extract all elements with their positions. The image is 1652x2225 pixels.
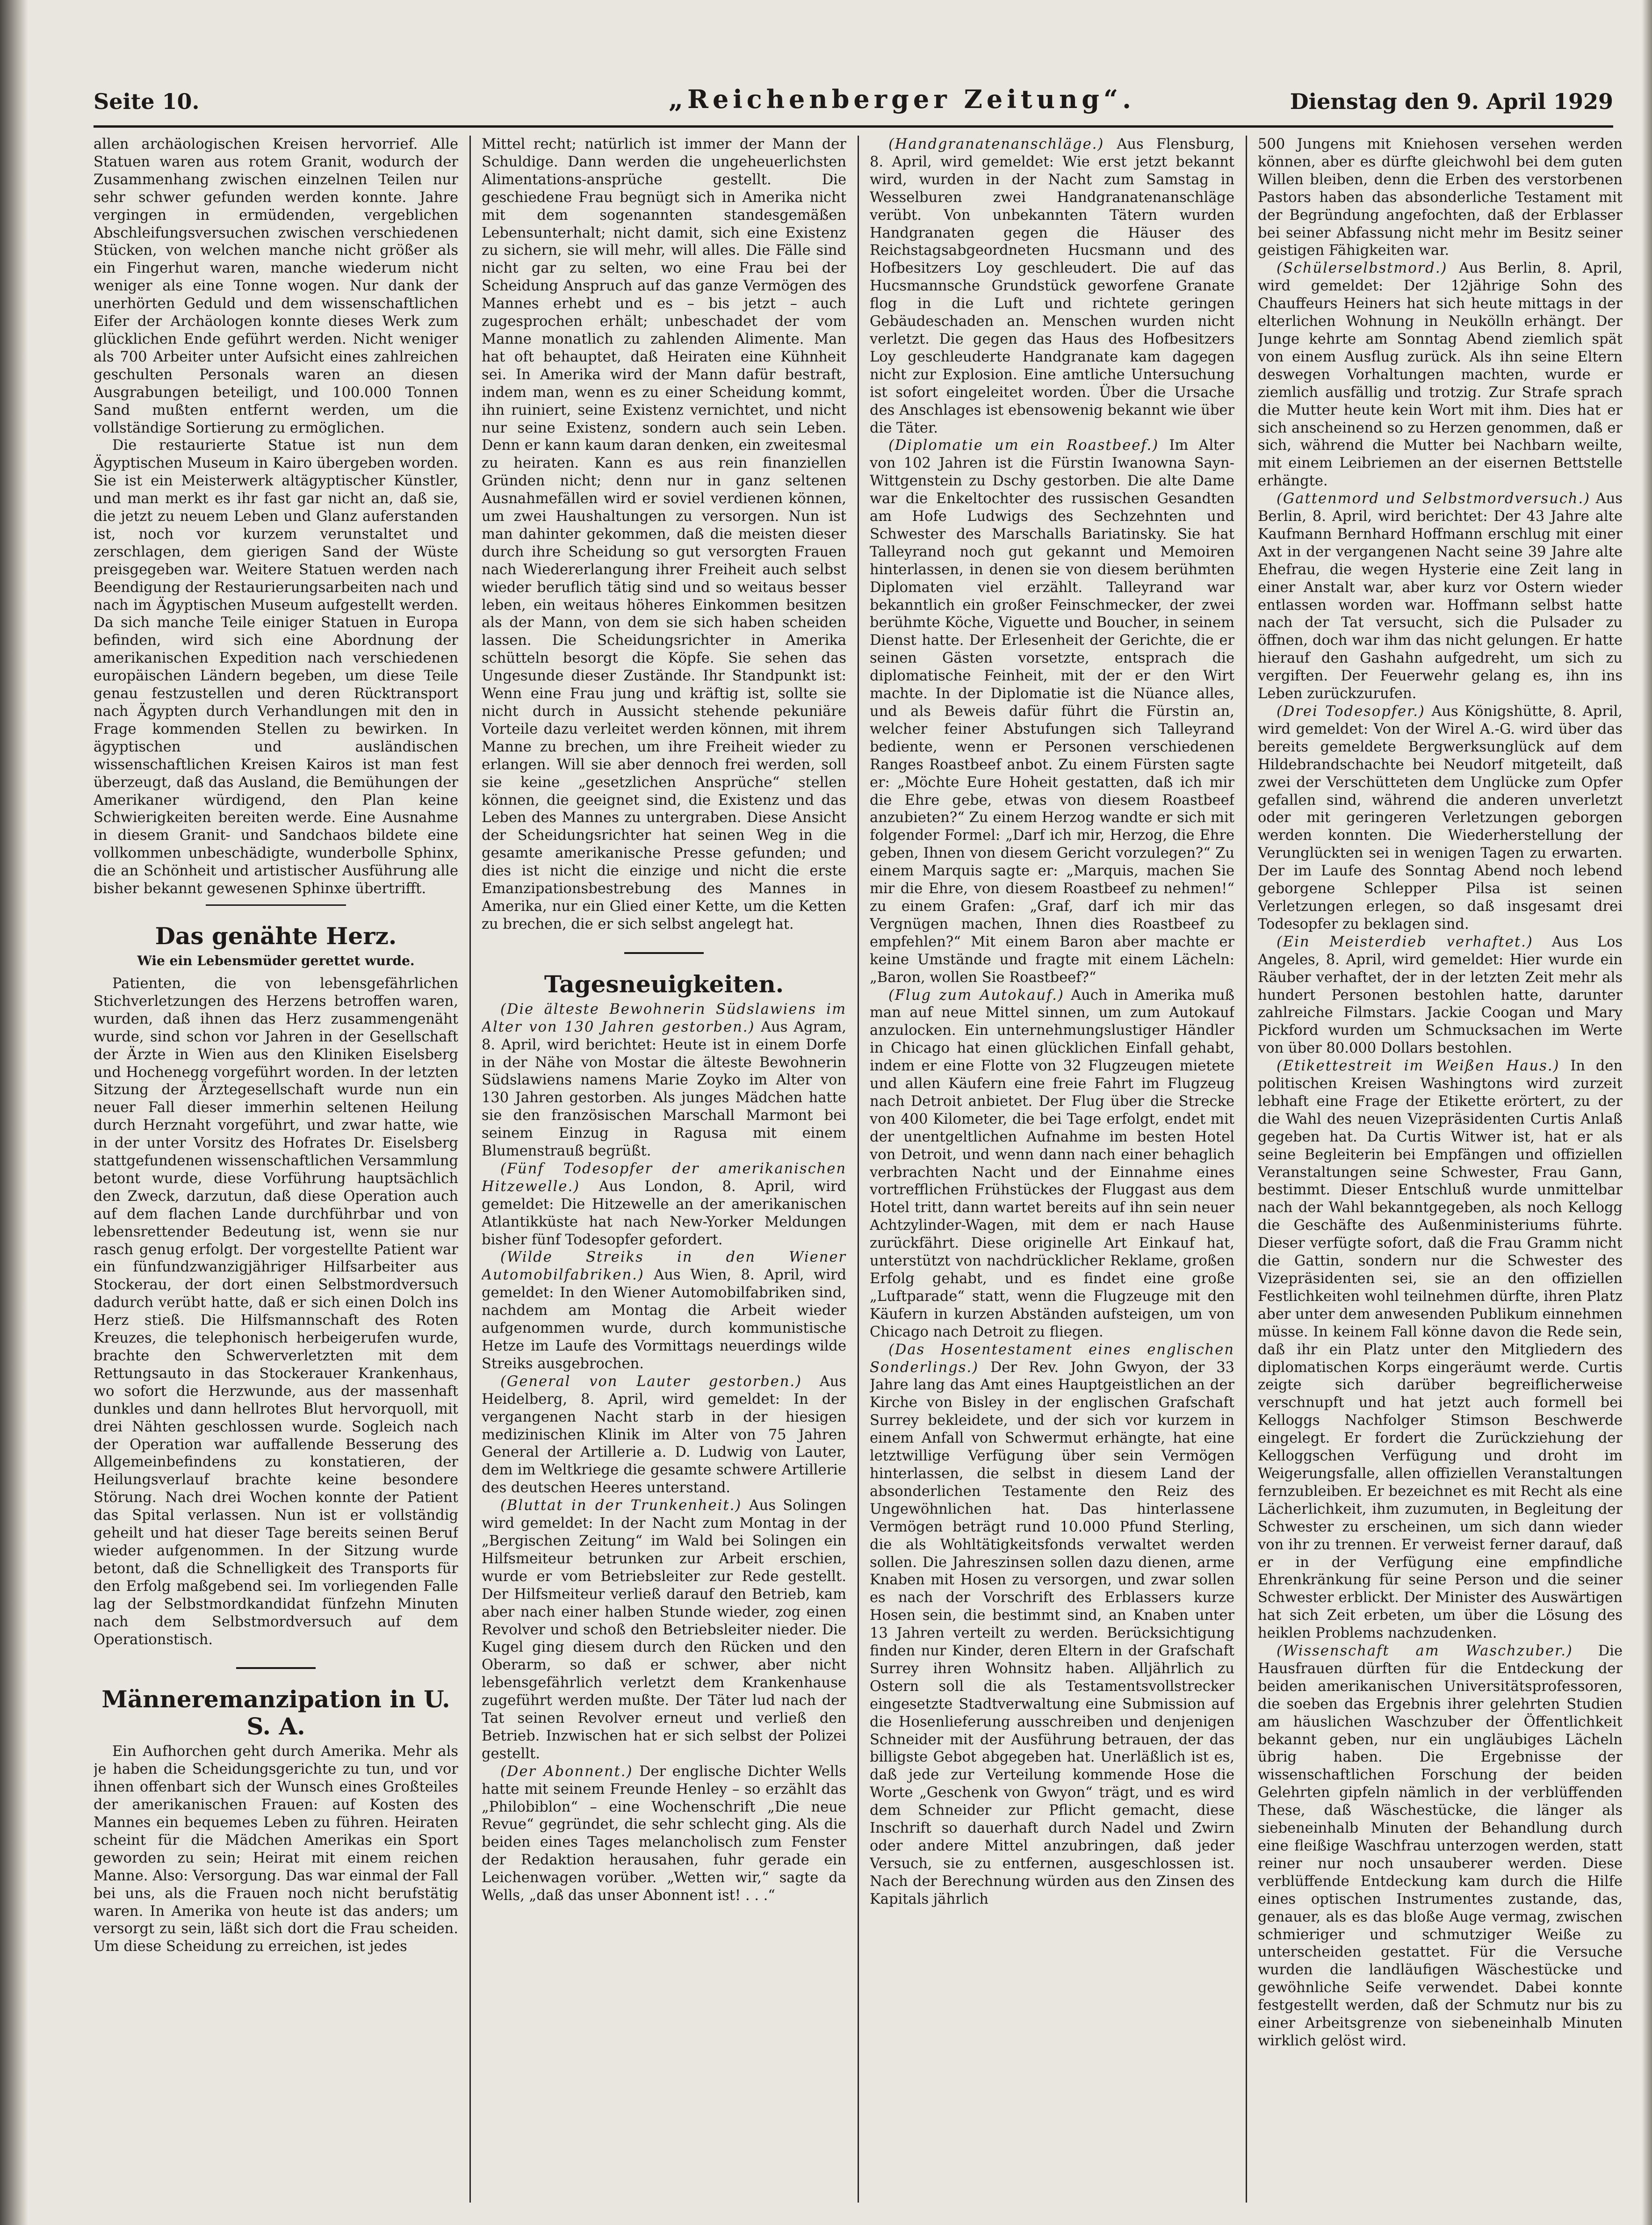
news-item-text: Aus Heidelberg, 8. April, wird gemeldet: In der vergangenen Nacht starb in der hiesigen medizinischen Klinik im Alter von 75 Jahren General der Artillerie a. D. Ludwig von Lauter, dem im Weltkriege die gesamte schwere Artillerie des deutschen Heeres unterstand. xyxy=(482,1373,846,1496)
news-item xyxy=(1258,933,1623,1057)
article-subheading: Wie ein Lebensmüder gerettet wurde. xyxy=(137,953,415,968)
column-rule xyxy=(1246,136,1247,2203)
news-item xyxy=(1258,490,1623,703)
page-number: Seite 10. xyxy=(94,89,200,114)
news-item-title: (Wissenschaft am Waschzuber.) xyxy=(1277,1643,1573,1660)
article-paragraph: Patienten, die von lebensgefährlichen Stichverletzungen des Herzens betroffen waren, wurden, daß ihnen das Herz zusammengenäht wurde, sind schon vor Jahren in der Gesellschaft der Ärzte in Wien aus den Kliniken Eiselsberg und Hochenegg vorgeführt worden. In der letzten Sitzung der Ärztegesellschaft wurde nun ein neuer Fall dieser immerhin seltenen Heilung durch Herznaht vorgeführt, und zwar hatte, wie in der unter Vorsitz des Hofrates Dr. Eiselsberg stattgefundenen wissenschaftlichen Versammlung betont wurde, diese Vorführung hauptsächlich den Zweck, darzutun, daß diese Operation auch auf dem flachen Lande durchführbar und von lebensrettender Bedeutung ist, wenn sie nur rasch genug erfolgt. Der vorgestellte Patient war ein fünfundzwanzigjähriger Hilfsarbeiter aus Stockerau, der dort einen Selbstmordversuch dadurch verübt hatte, daß er sich einen Dolch ins Herz stieß. Die Hilfsmannschaft des Roten Kreuzes, die telephonisch herbeigerufen wurde, brachte den Schwerverletzten mit dem Rettungsauto in das Stockerauer Krankenhaus, wo sofort die Herzwunde, aus der massenhaft dunkles und dann hellrotes Blut hervorquoll, mit drei Nähten geschlossen wurde. Sogleich nach der Operation war auffallende Besserung des Allgemeinbefindens zu konstatieren, der Heilungsverlauf brachte keine besondere Störung. Nach drei Wochen konnte der Patient das Spital verlassen. Nun ist er vollständig geheilt und hat dieser Tage bereits seinen Beruf wieder aufgenommen. In der Sitzung wurde betont, daß die Schnelligkeit des Transports für den Erfolg maßgebend sei. Im vorliegenden Falle lag der Selbstmordkandidat fünfzehn Minuten nach dem Selbstmordversuch auf dem Operationstisch. xyxy=(94,975,458,1648)
news-item-text: Aus Flensburg, 8. April, wird gemeldet: Wie erst jetzt bekannt wird, wurden in der Nacht zum Samstag in Wesselburen zwei Handgranatenanschläge verübt. Von unbekannten Tätern wurden Handgranaten gegen die Häuser des Reichstagsabgeordneten Hucsmann und des Hofbesitzers Loy geschleudert. Die auf das Hucsmannsche Grundstück geworfene Granate flog in die Luft und richtete geringen Gebäudeschaden an. Menschen wurden nicht verletzt. Die gegen das Haus des Hofbesitzers Loy geschleuderte Handgranate kam dagegen nicht zur Explosion. Eine amtliche Untersuchung ist sofort eingeleitet worden. Über die Ursache des Anschlages ist ebensowenig bekannt wie über die Täter. xyxy=(870,136,1234,436)
news-item xyxy=(870,136,1234,437)
news-item-title: (Flug zum Autokauf.) xyxy=(888,987,1064,1004)
news-item-text: Aus London, 8. April, wird gemeldet: Die Hitzewelle an der amerikanischen Atlantikküste hat nach New-Yorker Meldungen bisher fünf Todesopfer gefordert. xyxy=(482,1178,846,1248)
news-item-title: (Das Hosentestament eines englischen Sonderlings.) xyxy=(870,1341,1234,1376)
article-paragraph: 500 Jungens mit Kniehosen versehen werden können, aber es dürfte gleichwohl bei dem guten Willen bleiben, denn die Erben des verstorbenen Pastors haben das absonderliche Testament mit der Begründung angefochten, daß der Erblasser bei seiner Abfassung nicht mehr im Besitz seiner geistigen Fähigkeiten war. xyxy=(1258,136,1623,259)
article-paragraph: allen archäologischen Kreisen hervorrief. Alle Statuen waren aus rotem Granit, wodurch der Zusammenhang zwischen einzelnen Teilen nur sehr schwer gefunden werden konnte. Jahre vergingen in ermüdenden, vergeblichen Abschleifungsversuchen zwischen verschiedenen Stücken, von welchen manche nicht größer als ein Fingerhut waren, manche wiederum nicht weniger als eine Tonne wogen. Nur dank der unerhörten Geduld und dem wissenschaftlichen Eifer der Archäologen konnte dieses Werk zum glücklichen Ende geführt werden. Nicht weniger als 700 Arbeiter unter Aufsicht eines zahlreichen geschulten Personals waren an diesen Ausgrabungen beteiligt, und 100.000 Tonnen Sand mußten entfernt werden, um die vollständige Sortierung zu ermöglichen. xyxy=(94,136,458,436)
section-divider xyxy=(206,904,346,906)
column-rule xyxy=(469,136,471,2203)
binding-edge xyxy=(0,0,28,2225)
news-item-title: (Gattenmord und Selbstmordversuch.) xyxy=(1277,491,1591,507)
column-4 xyxy=(1258,136,1623,2212)
news-item xyxy=(870,987,1234,1341)
news-item-title: (Schülerselbstmord.) xyxy=(1277,260,1448,277)
news-item xyxy=(482,1763,846,1905)
column-1 xyxy=(94,136,458,2212)
newspaper-title: „Reichenberger Zeitung“. xyxy=(669,84,1135,114)
news-item xyxy=(482,1160,846,1249)
news-item-text: Aus Berlin, 8. April, wird gemeldet: Der 12jährige Sohn des Chauffeurs Heiners hat sich heute mittags in der elterlichen Wohnung in Neukölln erhängt. Der Junge kehrte am Sonntag Abend ziemlich spät von einem Ausflug zurück. Als ihn seine Eltern deswegen Vorhaltungen machten, wurde er ziemlich ausfällig und trotzig. Zur Strafe sprach die Mutter heute kein Wort mit ihm. Dies hat er sich anscheinend so zu Herzen genommen, daß er sich, während die Mutter bei Nachbarn weilte, mit einem Leibriemen an der eisernen Bettstelle erhängte. xyxy=(1258,260,1623,490)
news-item xyxy=(870,1341,1234,1908)
news-item xyxy=(870,437,1234,986)
news-item-text: In den politischen Kreisen Washingtons wird zurzeit lebhaft eine Frage der Etikette erörtert, zu der die Wahl des neuen Vizepräsidenten Curtis Anlaß gegeben hat. Da Curtis Witwer ist, hat er als seine Begleiterin bei Empfängen und offiziellen Veranstaltungen seine Schwester, Frau Gann, bestimmt. Dieser Entschluß wurde unmittelbar nach der Wahl bekanntgegeben, als noch Kellogg die Geschäfte des Außenministeriums führte. Dieser verfügte sofort, daß die Frau Gramm nicht die Gattin, sondern nur die Schwester des Vizepräsidenten sei, sie an den offiziellen Festlichkeiten wohl teilnehmen dürfte, ihren Platz aber unter dem anwesenden Publikum einnehmen müsse. In keinem Fall könne davon die Rede sein, daß ihr ein Platz unter den Mitgliedern des diplomatischen Korps eingeräumt werde. Curtis zeigte sich darüber begreiflicherweise verschnupft und hat jetzt auch formell bei Kelloggs Nachfolger Stimson Beschwerde eingelegt. Er fordert die Zurückziehung der Kelloggschen Verfügung und droht im Weigerungsfalle, allen offiziellen Veranstaltungen fernzubleiben. Er bezeichnet es mit Recht als eine Lächerlichkeit, ihm zuzumuten, in Begleitung der Schwester zu erscheinen, um sich dann wieder von ihr zu trennen. Er verweist ferner darauf, daß er in der Verfügung eine empfindliche Ehrenkränkung für seine Person und die seiner Schwester erblickt. Der Minister des Auswärtigen hat sich Zeit erbeten, um über die Lösung des heiklen Problems nachzudenken. xyxy=(1258,1058,1623,1642)
article-paragraph: Ein Aufhorchen geht durch Amerika. Mehr als je haben die Scheidungsgerichte zu tun, und vor ihnen offenbart sich der Wunsch eines Großteiles der amerikanischen Frauen: auf Kosten des Mannes ein bequemes Leben zu führen. Heiraten scheint für die Mädchen Amerikas ein Sport geworden zu sein; Heirat mit einem reichen Manne. Also: Versorgung. Das war einmal der Fall bei uns, als die Frauen noch nicht berufstätig waren. In Amerika von heute ist das anders; um versorgt zu sein, läßt sich dort die Frau scheiden. Um diese Scheidung zu erreichen, ist jedes xyxy=(94,1743,458,1955)
news-item-title: (Die älteste Bewohnerin Südslawiens im Alter von 130 Jahren gestorben.) xyxy=(482,1001,846,1035)
news-item-text: Die Hausfrauen dürften für die Entdeckung der beiden amerikanischen Universitätsprofessoren, die soeben das Ergebnis ihrer gelehrten Studien am häuslichen Waschzuber der Öffentlichkeit bekannt geben, nur ein ungläubiges Lächeln übrig haben. Die Ergebnisse der wissenschaftlichen Forschung der beiden Gelehrten gipfeln nämlich in der verblüffenden These, daß Wäschestücke, die länger als siebeneinhalb Minuten der Behandlung durch eine fleißige Waschfrau unterzogen werden, statt reiner nur noch unsauberer werden. Diese verblüffende Entdeckung kam durch die Hilfe eines optischen Instrumentes zustande, das, genauer, als es das bloße Auge vermag, zwischen schmieriger und schmutziger Weiße zu unterscheiden gestattet. Für die Versuche wurden die landläufigen Wäschestücke und gewöhnliche Seife verwendet. Dabei konnte festgestellt werden, daß der Schmutz nur bis zu einer Arbeitsgrenze von siebeneinhalb Minuten wirklich gelöst wird. xyxy=(1258,1643,1623,2049)
news-item-text: Auch in Amerika muß man auf neue Mittel sinnen, um zum Autokauf anzulocken. Ein unternehmungslustiger Händler in Chicago hat einen glücklichen Einfall gehabt, indem er eine Flotte von 32 Flugzeugen mietete und allen Käufern eine freie Fahrt im Flugzeug nach Detroit anbietet. Der Flug über die Strecke von 400 Kilometer, die bei Tage erfolgt, endet mit der unentgeltlichen Aufnahme im besten Hotel von Detroit, und wenn dann nach einer behaglich verbrachten Nacht und der Einnahme eines vortrefflichen Frühstückes der Fluggast aus dem Hotel tritt, dann wartet bereits auf ihn sein neuer Achtzylinder-Wagen, mit dem er nach Hause zurückfährt. Diese originelle Art Einkauf hat, unterstützt von nachdrücklicher Reklame, großen Erfolg gehabt, und es findet eine große „Luftparade“ statt, wenn die Flugzeuge mit den Käufern in kurzen Abständen aufsteigen, um von Chicago nach Detroit zu fliegen. xyxy=(870,987,1234,1340)
news-item-text: Aus Wien, 8. April, wird gemeldet: In den Wiener Automobilfabriken sind, nachdem am Montag die Arbeit wieder aufgenommen wurde, durch kommunistische Hetze im Laufe des Vormittags neuerdings wilde Streiks ausgebrochen. xyxy=(482,1267,846,1372)
news-item xyxy=(482,1497,846,1763)
news-item xyxy=(1258,1642,1623,2050)
news-item-text: Im Alter von 102 Jahren ist die Fürstin Iwanowna Sayn-Wittgenstein zu Dschy gestorben. Die alte Dame war die Enkeltochter des russischen Gesandten am Hofe Ludwigs des Sechzehnten und Schwester des Marschalls Bariatinsky. Sie hat Talleyrand noch gut gekannt und Memoiren hinterlassen, in denen sie von diesem berühmten Diplomaten viel erzählt. Talleyrand war bekanntlich ein großer Feinschmecker, der zwei berühmte Köche, Viguette und Boucher, in seinem Dienst hatte. Der Erlesenheit der Gerichte, die er seinen Gästen vorsetzte, entsprach die diplomatische Feinheit, mit der er den Wirt machte. In der Diplomatie ist die Nüance alles, und als Beweis dafür führt die Fürstin an, welcher feiner Abstufungen sich Talleyrand bediente, wenn er Personen verschiedenen Ranges Roastbeef anbot. Zu einem Fürsten sagte er: „Möchte Eure Hoheit gestatten, daß ich mir die Ehre gebe, etwas von diesem Roastbeef anzubieten?“ Zu einem Herzog wandte er sich mit folgender Formel: „Darf ich mir, Herzog, die Ehre geben, Ihnen von diesem Gericht vorzulegen?“ Zu einem Marquis sagte er: „Marquis, machen Sie mir die Ehre, von diesem Roastbeef zu nehmen!“ zu einem Grafen: „Graf, darf ich mir das Vergnügen machen, Ihnen dies Roastbeef zu empfehlen?“ Mit einem Baron aber machte er keine Umstände und fragte mit einem Lächeln: „Baron, wollen Sie Roastbeef?“ xyxy=(870,437,1234,986)
news-item xyxy=(482,1249,846,1373)
news-item-title: (Bluttat in der Trunkenheit.) xyxy=(500,1497,742,1514)
section-divider xyxy=(624,952,704,954)
news-item-text: Aus Los Angeles, 8. April, wird gemeldet: Hier wurde ein Räuber verhaftet, der in der letzten Zeit mehr als hundert Personen bestohlen hatte, darunter zahlreiche Filmstars. Jackie Coogan und Mary Pickford wurden um Schmucksachen im Werte von über 80.000 Dollars bestohlen. xyxy=(1258,933,1623,1057)
header-rule xyxy=(94,125,1613,128)
column-2 xyxy=(482,136,846,2212)
page-header xyxy=(94,79,1613,122)
page-edge xyxy=(1642,0,1652,2225)
news-item xyxy=(482,1001,846,1160)
news-item-title: (Etikettestreit im Weißen Haus.) xyxy=(1277,1058,1560,1075)
news-item xyxy=(1258,1057,1623,1642)
news-item-title: (Der Abonnent.) xyxy=(500,1763,633,1780)
article-paragraph: Mittel recht; natürlich ist immer der Mann der Schuldige. Dann werden die ungeheuerlichsten Alimentations-ansprüche gestellt. Die geschiedene Frau begnügt sich in Amerika nicht mit dem sogenannten standesgemäßen Lebensunterhalt; nicht damit, sich eine Existenz zu sichern, sie will mehr, will alles. Die Fälle sind nicht gar zu selten, wo eine Frau bei der Scheidung Anspruch auf das ganze Vermögen des Mannes erhebt und es – bis jetzt – auch zugesprochen erhält; unbeschadet der vom Manne monatlich zu zahlenden Alimente. Man hat oft behauptet, daß Heiraten eine Kühnheit sei. In Amerika wird der Mann dafür bestraft, indem man, wenn es zu einer Scheidung kommt, ihn ruiniert, seine Existenz vernichtet, und nicht nur seine Existenz, sondern auch sein Leben. Denn er kann kaum daran denken, ein zweitesmal zu heiraten. Kann es aus rein finanziellen Gründen nicht; denn nur in ganz seltenen Ausnahmefällen wird er soviel verdienen können, um zwei Haushaltungen zu versorgen. Nun ist man dahinter gekommen, daß die meisten dieser durch ihre Scheidung so gut versorgten Frauen nach Wiedererlangung ihrer Freiheit auch selbst wieder beruflich tätig sind und so weitaus besser leben, ein weitaus höheres Einkommen besitzen als der Mann, von dem sie sich haben scheiden lassen. Die Scheidungsrichter in Amerika schütteln besorgt die Köpfe. Sie sehen das Ungesunde dieser Zustände. Ihr Standpunkt ist: Wenn eine Frau jung und kräftig ist, sollte sie nicht durch in Aussicht stehende pekuniäre Vorteile dazu verleitet werden können, mit ihrem Manne zu brechen, um ihre Freiheit wieder zu erlangen. Will sie aber dennoch frei werden, soll sie keine „gesetzlichen Ansprüche“ stellen können, die geeignet sind, die Existenz und das Leben des Mannes zu untergraben. Diese Ansicht der Scheidungsrichter hat seinen Weg in die gesamte amerikanische Presse gefunden; und dies ist nicht die einzige und nicht die erste Emanzipationsbestrebung des Mannes in Amerika, nur ein Glied einer Kette, um die Ketten zu brechen, die er sich selbst angelegt hat. xyxy=(482,136,846,932)
news-item-text: Der englische Dichter Wells hatte mit seinem Freunde Henley – so erzählt das „Philobiblon“ – eine Wochenschrift „Die neue Revue“ gegründet, die sehr schlecht ging. Als die beiden eines Tages melancholisch zum Fenster der Redaktion herausahen, fuhr gerade ein Leichenwagen vorüber. „Wetten wir,“ sagte da Wells, „daß das unser Abonnent ist! . . .“ xyxy=(482,1763,846,1904)
news-item xyxy=(1258,260,1623,490)
news-item-title: (Handgranatenanschläge.) xyxy=(888,136,1104,152)
news-item-text: Aus Berlin, 8. April, wird berichtet: Der 43 Jahre alte Kaufmann Bernhard Hoffmann erschlug mit einer Axt in der vergangenen Nacht seine 39 Jahre alte Ehefrau, die wegen Hysterie eine Zeit lang in einer Anstalt war, aber kurz vor Ostern wieder entlassen worden war. Hoffmann selbst hatte nach der Tat versucht, sich die Pulsader zu öffnen, doch war ihm das nicht gelungen. Er hatte hierauf den Gashahn aufgedreht, um sich zu vergiften. Der Feuerwehr gelang es, ihn ins Leben zurückzurufen. xyxy=(1258,491,1623,702)
news-item-title: (Ein Meisterdieb verhaftet.) xyxy=(1277,933,1533,950)
news-item-text: Aus Solingen wird gemeldet: In der Nacht zum Montag in der „Bergischen Zeitung“ im Wald bei Solingen ein Hilfsmeiteur betrunken zur Arbeit erschien, wurde er vom Betriebsleiter zur Rede gestellt. Der Hilfsmeiteur verließ darauf den Betrieb, kam aber nach einer halben Stunde wieder, zog einen Revolver und schoß den Betriebsleiter nieder. Die Kugel ging diesem durch den Rücken und den Oberarm, so daß er schwer, aber nicht lebensgefährlich verletzt dem Krankenhause zugeführt werden mußte. Der Täter lud nach der Tat seinen Revolver erneut und verließ den Betrieb. Inzwischen hat er sich selbst der Polizei gestellt. xyxy=(482,1497,846,1762)
news-item-title: (Fünf Todesopfer der amerikanischen Hitzewelle.) xyxy=(482,1160,846,1195)
section-heading-tagesneuigkeiten: Tagesneuigkeiten. xyxy=(544,970,784,998)
news-item xyxy=(482,1373,846,1497)
news-item-title: (Wilde Streiks in den Wiener Automobilfabriken.) xyxy=(482,1249,846,1284)
column-3 xyxy=(870,136,1234,2212)
section-divider xyxy=(236,1667,316,1669)
news-item-text: Der Rev. John Gwyon, der 33 Jahre lang das Amt eines Hauptgeistlichen an der Kirche von Bisley in der englischen Grafschaft Surrey bekleidete, und der sich vor kurzem in einem Anfall von Schwermut erhängte, hat eine letztwillige Verfügung über sein Vermögen hinterlassen, die selbst in diesem Land der absonderlichen Testamente den Reiz des Ungewöhnlichen hat. Das hinterlassene Vermögen beträgt rund 10.000 Pfund Sterling, die als Wohltätigkeitsfonds verwaltet werden sollen. Die Jahreszinsen sollen dazu dienen, arme Knaben mit Hosen zu versorgen, und zwar sollen es nach der Vorschrift des Erblassers kurze Hosen sein, die bestimmt sind, an Knaben unter 13 Jahren verteilt zu werden. Berücksichtigung finden nur Kinder, deren Eltern in der Grafschaft Surrey ihren Wohnsitz haben. Alljährlich zu Ostern soll die als Testamentsvollstrecker eingesetzte Stadtverwaltung eine Submission auf die Hosenlieferung ausschreiben und denjenigen Schneider mit der Ausführung betrauen, der das billigste Gebot abgegeben hat. Unerläßlich ist es, daß jede zur Verteilung kommende Hose die Worte „Geschenk von Gwyon“ trägt, und es wird dem Schneider zur Pflicht gemacht, diese Inschrift so dauerhaft durch Nadel und Zwirn oder andere Mittel anzubringen, daß jeder Versuch, sie zu entfernen, ausgeschlossen ist. Nach der Berechnung würden aus den Zinsen des Kapitals jährlich xyxy=(870,1359,1234,1907)
news-item-text: Aus Agram, 8. April, wird berichtet: Heute ist in einem Dorfe in der Nähe von Mostar die älteste Bewohnerin Südslawiens namens Marie Zoyko im Alter von 130 Jahren gestorben. Als junges Mädchen hatte sie den französischen Marschall Marmont bei seinem Einzug in Ragusa mit einem Blumenstrauß begrüßt. xyxy=(482,1019,846,1160)
article-paragraph: Die restaurierte Statue ist nun dem Ägyptischen Museum in Kairo übergeben worden. Sie ist ein Meisterwerk altägyptischer Künstler, und man merkt es ihr fast gar nicht an, daß sie, die jetzt zu neuem Leben und Glanz auferstanden ist, noch vor kurzem verunstaltet und zerschlagen, dem gierigen Sand der Wüste preisgegeben war. Weitere Statuen werden nach Beendigung der Restaurierungsarbeiten nach und nach im Ägyptischen Museum aufgestellt werden. Da sich manche Teile einiger Statuen in Europa befinden, wird sich eine Abordnung der amerikanischen Expedition nach verschiedenen europäischen Ländern begeben, um diese Teile genau festzustellen und deren Rücktransport nach Ägypten durch Verhandlungen mit den in Frage kommenden Stellen zu bewirken. In ägyptischen und ausländischen wissenschaftlichen Kreisen Kairos ist man fest überzeugt, daß das Ausland, die Bemühungen der Amerikaner würdigend, den Plan keine Schwierigkeiten bereiten werde. Eine Ausnahme in diesem Granit- und Sandchaos bildete eine vollkommen unbeschädigte, wunderbolle Sphinx, die an Schönheit und artistischer Ausführung alle bisher bekannt gewesenen Sphinxe übertrifft. xyxy=(94,437,458,897)
issue-date: Dienstag den 9. April 1929 xyxy=(1290,89,1613,114)
news-item-title: (Drei Todesopfer.) xyxy=(1277,703,1425,720)
article-heading-herz: Das genähte Herz. xyxy=(155,922,397,950)
news-item-title: (General von Lauter gestorben.) xyxy=(500,1373,802,1390)
article-heading-emanzipation: Männeremanzipation in U. S. A. xyxy=(101,1685,450,1741)
news-item-text: Aus Königshütte, 8. April, wird gemeldet: Von der Wirel A.-G. wird über das bereits gemeldete Bergwerksunglück auf dem Hildebrandschachte bei Neudorf mitgeteilt, daß zwei der Verschütteten dem Unglücke zum Opfer gefallen sind, während die anderen unverletzt oder mit geringeren Verletzungen geborgen werden konnten. Die Wiederherstellung der Verunglückten sei in wenigen Tagen zu erwarten. Der im Laufe des Sonntag Abend noch lebend geborgene Schlepper Pilsa ist seinen Verletzungen erlegen, so daß insgesamt drei Todesopfer zu beklagen sind. xyxy=(1258,703,1623,932)
column-rule xyxy=(858,136,859,2203)
news-item xyxy=(1258,703,1623,933)
news-item-title: (Diplomatie um ein Roastbeef.) xyxy=(888,437,1159,454)
